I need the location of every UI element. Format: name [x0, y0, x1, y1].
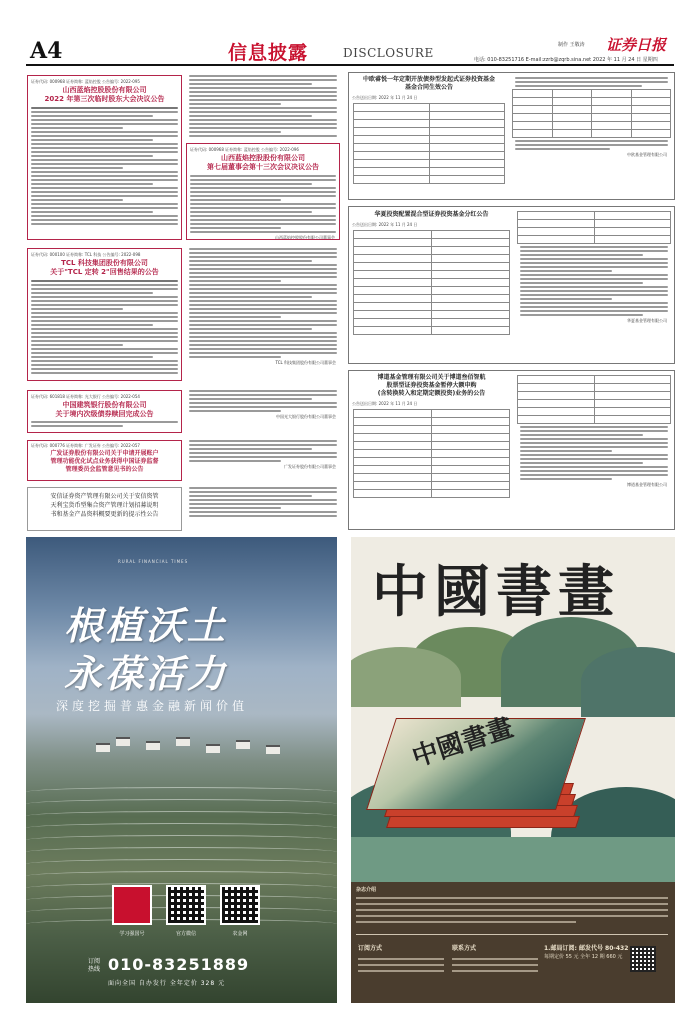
signature: 中国光大银行股份有限公司董事会 — [276, 414, 336, 419]
fund-announcement-box — [348, 370, 675, 530]
order-postal-heading: 1.邮局订阅: 邮发代号 80-432 — [544, 945, 629, 952]
ad-brand-name: 农村金融时报 — [108, 12, 187, 26]
announcement-meta: 证券代码: 601818 证券简称: 光大银行 公告编号: 2022-054 — [31, 394, 140, 399]
qr-code-website[interactable] — [220, 885, 260, 925]
section-title: 信息披露 — [228, 42, 309, 64]
announcement-title: 华夏投资配置混合型证券投资基金分红公告 — [374, 211, 489, 218]
announcement-box — [27, 248, 182, 381]
announcement-continuation — [186, 487, 340, 531]
qr-label: 官方微信 — [175, 931, 196, 937]
book-spine — [386, 816, 580, 828]
announcement-continuation — [186, 390, 340, 433]
announcement-meta: 公告送出日期: 2022 年 11 月 24 日 — [352, 95, 418, 100]
announcement-box — [27, 440, 182, 481]
signature: 华夏基金管理有限公司 — [627, 318, 667, 323]
magazine-intro-heading: 杂志介绍 — [356, 887, 377, 893]
announcement-continuation — [186, 440, 340, 481]
hotline-number: 010-83251889 — [108, 955, 250, 974]
newspaper-logo: 证券日报 — [606, 36, 667, 54]
signature: 中欧基金管理有限公司 — [627, 152, 667, 157]
header-rule — [26, 64, 674, 66]
announcement-title: 山西蓝焰控股股份有限公司 2022 年第三次临时股东大会决议公告 — [44, 86, 165, 103]
signature: 广发证券股份有限公司董事会 — [284, 464, 336, 469]
announcement-box — [27, 75, 182, 240]
announcement-meta: 证券代码: 000968 证券简称: 蓝焰控股 公告编号: 2022-095 — [31, 79, 140, 84]
contact-line: 电话: 010-83251716 E-mail:zzrb@zqrb.sina.net 2022 年 11 月 24 日 星期四 — [474, 57, 658, 63]
announcement-meta: 证券代码: 000968 证券简称: 蓝焰控股 公告编号: 2022-096 — [190, 147, 299, 152]
order-method-heading: 订阅方式 — [358, 945, 383, 952]
announcement-title: 中国建筑银行股份有限公司 关于境内次级债券赎回完成公告 — [55, 401, 154, 418]
announcement-box — [27, 390, 182, 433]
masthead — [0, 0, 699, 64]
ad-tagline: 深度挖掘普惠金融新闻价值 — [56, 699, 249, 713]
signature: 山西蓝焰控股股份有限公司董事会 — [275, 235, 335, 240]
qr-code-magazine[interactable] — [630, 946, 656, 972]
qr-label: 农金网 — [232, 931, 248, 937]
signature: TCL 科技集团股份有限公司董事会 — [275, 360, 336, 365]
order-postal — [544, 945, 628, 961]
announcement-title: TCL 科技集团股份有限公司 关于"TCL 定转 2"回售结果的公告 — [50, 259, 159, 276]
order-method — [358, 945, 382, 953]
ad-slogan-line1: 根植沃土 — [64, 603, 229, 648]
order-contact-heading: 联系方式 — [452, 945, 477, 952]
announcement-body — [28, 280, 181, 374]
fund-announcement-box — [348, 72, 675, 200]
qr-label: 学习强国号 — [119, 931, 145, 937]
qr-code-wechat[interactable] — [166, 885, 206, 925]
subscription-note: 面向全国 自办发行 全年定价 328 元 — [108, 980, 226, 987]
announcement-title: 博道基金管理有限公司关于博道叁佰智航 股票型证券投资基金暂停大额申购 (含转换转入和定期定额投资)业务的公告 — [377, 374, 486, 397]
announcement-body — [28, 107, 181, 225]
announcement-continuation — [186, 248, 340, 381]
page-number: A4 — [30, 38, 63, 64]
section-title-en: DISCLOSURE — [343, 46, 434, 60]
announcement-title: 安信证券资产管理有限公司关于安信资管 天利宝货币型集合资产管理计划招募说明 书和基金产品资料概要更新的提示性公告 — [50, 493, 159, 518]
announcement-box — [27, 487, 182, 531]
announcement-meta: 公告送出日期: 2022 年 11 月 24 日 — [352, 401, 418, 406]
announcement-meta: 证券代码: 000100 证券简称: TCL 科技 公告编号: 2022-098 — [31, 252, 141, 257]
fund-announcement-box — [348, 206, 675, 364]
hotline-label: 订阅 热线 — [88, 958, 101, 973]
book-cover-title: 中國書畫 — [408, 712, 517, 774]
announcement-continuation — [186, 75, 340, 143]
magazine-price: 每期定价 55 元 全年 12 期 660 元 — [544, 954, 623, 960]
announcement-meta: 公告送出日期: 2022 年 11 月 24 日 — [352, 222, 418, 227]
fund-table — [353, 103, 505, 184]
dividend-table — [353, 230, 510, 335]
announcement-title: 中欧睿悦一年定期开放债券型发起式证券投资基金 基金合同生效公告 — [362, 76, 495, 91]
ad-brand-subtitle: RURAL FINANCIAL TIMES — [118, 559, 189, 564]
order-contact — [452, 945, 476, 953]
qr-code-xuexi[interactable] — [112, 885, 152, 925]
announcement-meta: 证券代码: 000776 证券简称: 广发证券 公告编号: 2022-057 — [31, 443, 140, 448]
magazine-title: 中國書畫 — [372, 559, 620, 625]
announcement-title: 山西蓝焰控股股份有限公司 第七届董事会第十三次会议决议公告 — [207, 154, 319, 171]
editor-credit: 制作 王敬涛 — [558, 42, 585, 48]
announcement-body — [187, 175, 339, 233]
magazine-info-panel — [351, 882, 675, 1003]
ad-slogan-line2: 永葆活力 — [64, 651, 229, 696]
announcement-box — [186, 143, 340, 240]
announcement-title: 广发证券股份有限公司关于申请开展账户 管理功能优化试点业务获得中国证券监督 管理委员会监管意见书的公告 — [50, 450, 159, 473]
suspension-table — [353, 409, 510, 498]
signature: 博道基金管理有限公司 — [627, 482, 667, 487]
announcement-body — [28, 421, 181, 427]
